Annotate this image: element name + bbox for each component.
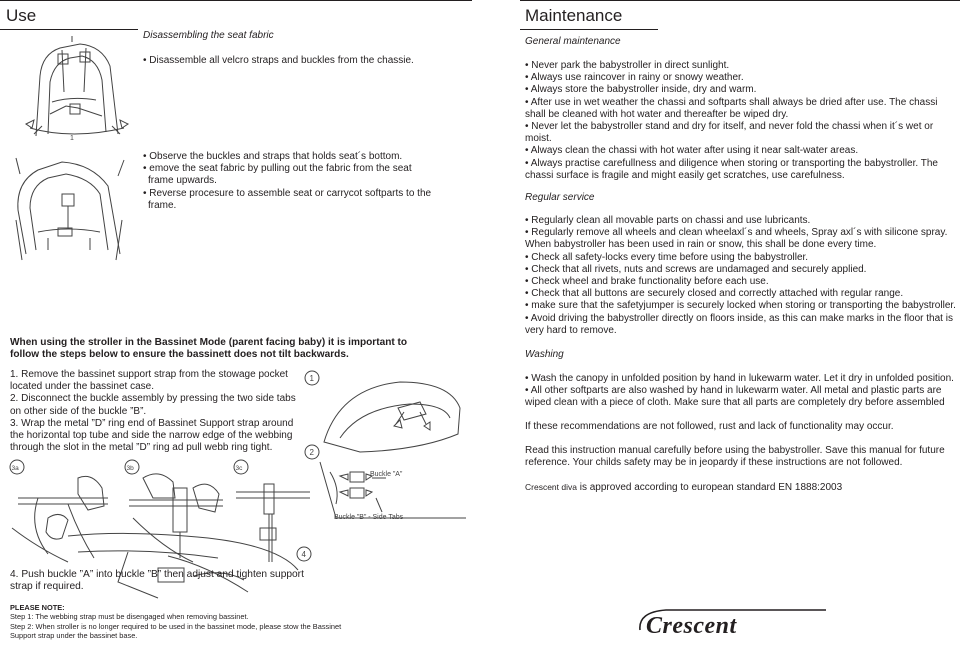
seat-fabric-line: frame upwards. [148,175,217,187]
regular-service-heading: Regular service [525,192,595,203]
step-2-badge: 2 [309,448,314,457]
regular-line: When babystroller has been used in rain or snow, this shall be done every time. [525,239,877,251]
step-4-line: strap if required. [10,580,84,592]
read-manual-line: reference. Your childs safety may be in jeopardy if these instructions are not followed. [525,457,903,469]
washing-heading: Washing [525,349,564,360]
seat-fabric-bullets [143,151,431,212]
regular-line: • Regularly remove all wheels and clean wheelaxl´s and wheels, Spray axl´s with silicone spray. [525,227,948,239]
seat-fabric-line: frame. [148,199,177,211]
general-line: • Never park the babystroller in direct sunlight. [525,60,730,71]
step-1-badge: 1 [309,374,314,383]
regular-line: • Check that all buttons are securely closed and correctly attached with regular range. [525,288,904,300]
seat-fabric-illustration-2 [8,150,130,260]
please-note-line: Step 1: The webbing strap must be disengaged when removing bassinet. [10,612,249,622]
buckle-b-label: Buckle ”B” - Side Tabs [334,514,404,521]
step-4-text [10,569,304,593]
seat-fabric-illustration-1 [22,36,132,144]
general-line: • Always store the babystroller inside, dry and warm. [525,84,757,96]
general-maintenance-list [525,60,938,182]
regular-line: • Regularly clean all movable parts on chassi and use lubricants. [525,215,811,226]
bassinet-step-line: the horizontal top tube and side the narrow edge of the webbing [10,430,293,442]
bassinet-step-line: through the slot in the metal ”D” ring ad pull webb ring tight. [10,442,273,454]
step-4-badge: 4 [301,550,306,559]
seat-fabric-step: • Disassemble all velcro straps and buckles from the chassie. [143,55,414,66]
read-manual-paragraph [525,445,945,469]
please-note-heading: PLEASE NOTE: [10,603,65,612]
washing-line: wiped clean with a piece of cloth. Make sure that all parts are completely dry before assembled [525,397,945,409]
bassinet-step-4-illustration [8,532,316,604]
general-line: chassi surface is fragile and might easily get scratches, use carefulness. [525,169,845,181]
please-note-line: Step 2: When stroller is no longer required to be used in the bassinet mode, please stow the Bassinet [10,621,342,631]
step-3c-badge: 3c [235,465,243,472]
step-4-line: 4. Push buckle ”A” into buckle ”B” then adjust and tighten support [10,569,304,580]
regular-line: very hard to remove. [525,324,617,336]
washing-list [525,373,954,410]
please-note-line: Support strap under the bassinet base. [10,631,138,641]
please-note [10,603,341,641]
general-line: • Always use raincover in rainy or snowy weather. [525,72,744,84]
regular-line: • Check all safety-locks every time before using the babystroller. [525,251,809,263]
bassinet-step-line: located under the bassinet case. [10,381,154,393]
right-page [480,0,960,656]
bassinet-steps [10,369,296,454]
regular-service-list [525,215,956,337]
top-rule [0,0,472,1]
bassinet-warning [10,337,407,361]
standard-approval [525,481,842,494]
regular-line: • Avoid driving the babystroller directly on floors inside, as this can make marks in the floor that is [525,312,953,324]
washing-line: • All other softparts are also washed by hand in lukewarm water. All metal and plastic parts are [525,385,942,397]
logo-wordmark: Crescent [646,613,737,639]
step-3b-badge: 3b [126,465,134,472]
general-line: moist. [525,133,552,145]
bassinet-step-1-illustration [300,368,470,464]
regular-line: • Check that all rivets, nuts and screws are undamaged and securely applied. [525,263,867,275]
washing-line: • Wash the canopy in unfolded position by hand in lukewarm water. Let it dry in unfolded position. [525,373,954,384]
bassinet-warning-line: follow the steps below to ensure the bassinett does not tilt backwards. [10,349,349,361]
seat-fabric-line: • emove the seat fabric by pulling out the fabric from the seat [143,163,412,175]
buckle-a-label: Buckle ”A” [370,471,403,478]
title-rule [0,29,138,30]
general-line: • Never let the babystroller stand and dry for itself, and never fold the chassi when it´s wet or [525,121,934,133]
general-line: • Always clean the chassi with hot water after using it near salt-water areas. [525,145,859,157]
step-3a-badge: 3a [11,465,19,472]
read-manual-line: Read this instruction manual carefully before using the babystroller. Save this manual for future [525,445,945,456]
bassinet-warning-line: When using the stroller in the Bassinet Mode (parent facing baby) it is important to [10,337,408,348]
crescent-logo [636,608,832,638]
bassinet-step-line: on other side of the buckle ”B”. [10,405,147,417]
general-line: shall be cleaned with hot water and thereafter be wiped dry. [525,108,789,120]
bassinet-step-line: 3. Wrap the metal ”D” ring end of Bassinet Support strap around [10,417,294,429]
figure-number-label: 1 [70,135,74,142]
general-line: • Always practise carefullness and diligence when storing or transporting the babystroller. The [525,157,938,169]
standard-text: is approved according to european standard EN 1888:2003 [576,482,843,493]
top-rule [520,0,960,1]
regular-line: • Check wheel and brake functionality before each use. [525,276,769,288]
seat-fabric-line: • Observe the buckles and straps that holds seat´s bottom. [143,151,403,162]
bassinet-step-line: 1. Remove the bassinet support strap from the stowage pocket [10,369,288,380]
page-title-maintenance: Maintenance [525,6,623,25]
product-name: Crescent diva [525,482,577,492]
general-maintenance-heading: General maintenance [525,36,621,47]
bassinet-step-line: 2. Disconnect the buckle assembly by pressing the two side tabs [10,393,296,405]
regular-line: • make sure that the safetyjumper is securely locked when storing or transporting the babystroller. [525,300,956,312]
title-rule [520,29,658,30]
page-title-use: Use [6,6,37,25]
seat-fabric-line: • Reverse procesure to assemble seat or carrycot softparts to the [143,187,432,199]
general-line: • After use in wet weather the chassi and softparts shall always be dried after use. The chassi [525,96,938,108]
rust-warning: If these recommendations are not followed, rust and lack of functionality may occur. [525,421,894,432]
seat-fabric-heading: Disassembling the seat fabric [143,30,274,41]
